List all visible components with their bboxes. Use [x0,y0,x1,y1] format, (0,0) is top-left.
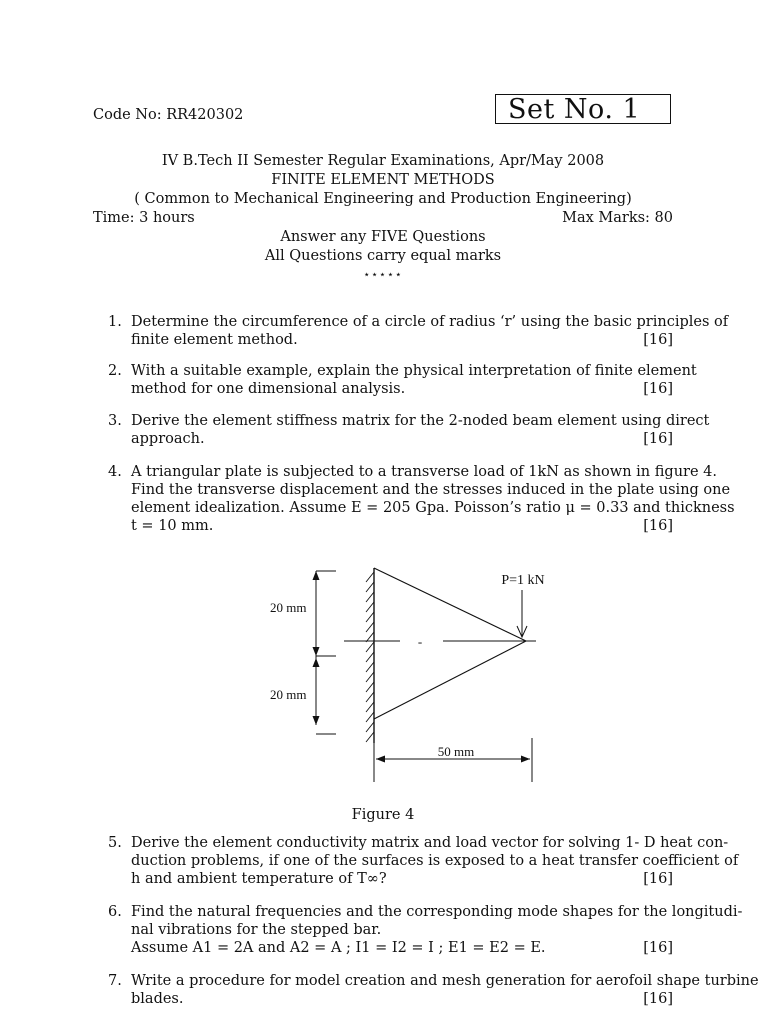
time-marks-row [93,209,673,227]
arrowhead [313,571,320,580]
question-text-line: Find the natural frequencies and the corresponding mode shapes for the longitudi- [131,904,743,920]
question-4 [108,463,735,535]
question-marks: [16] [643,518,673,534]
question-number: 1. [108,314,122,330]
triangle-lower-edge [374,641,526,719]
question-number: 2. [108,363,122,379]
question-number: 3. [108,413,122,429]
question-text-line: Derive the element conductivity matrix and load vector for solving 1- D heat con- [131,835,729,851]
question-text-line: With a suitable example, explain the physical interpretation of finite element [131,363,697,379]
arrowhead [521,756,530,763]
question-number: 4. [108,464,122,480]
subject-title: FINITE ELEMENT METHODS [271,172,495,188]
figure-caption: Figure 4 [351,807,415,823]
star-divider: ⋆⋆⋆⋆⋆ [363,268,403,281]
question-text-line: method for one dimensional analysis. [131,381,406,397]
arrowhead [376,756,385,763]
question-text-line: nal vibrations for the stepped bar. [131,922,382,938]
figure-4-diagram [260,560,560,795]
question-2 [108,362,697,398]
question-number: 7. [108,973,122,989]
dimension-label-width: 50 mm [437,744,475,759]
question-marks: [16] [643,381,673,397]
question-3 [108,412,710,448]
time-allowed: Time: 3 hours [93,210,195,226]
question-marks: [16] [643,332,673,348]
question-text-line: A triangular plate is subjected to a transverse load of 1kN as shown in figure 4. [131,464,717,480]
instruction-answer: Answer any FIVE Questions [280,229,486,245]
question-5 [108,834,739,888]
question-text-line: duction problems, if one of the surfaces is exposed to a heat transfer coefficient of [131,853,739,869]
question-text-line: Find the transverse displacement and the stresses induced in the plate using one [131,482,731,498]
question-text-line: blades. [131,991,184,1007]
set-number-box: Set No. 1 [495,94,671,124]
wall-hatching [366,572,374,742]
question-text-line: approach. [131,431,205,447]
question-marks: [16] [643,991,673,1007]
question-text-line: Derive the element stiffness matrix for the 2-noded beam element using direct [131,413,710,429]
question-marks: [16] [643,431,673,447]
question-text-line: Write a procedure for model creation and mesh generation for aerofoil shape turbine [131,973,759,989]
center-line-dash: - [417,634,423,649]
question-text-line: h and ambient temperature of T∞? [131,871,387,887]
question-7 [108,972,759,1008]
question-marks: [16] [643,940,673,956]
instruction-marks: All Questions carry equal marks [264,248,502,264]
code-number: Code No: RR420302 [93,107,244,123]
arrowhead [313,658,320,667]
arrowhead [313,647,320,656]
question-6 [108,903,743,957]
question-marks: [16] [643,871,673,887]
load-label: P=1 kN [501,573,545,588]
question-text-line: Assume A1 = 2A and A2 = A ; I1 = I2 = I ; E1 = E2 = E. [131,940,546,956]
question-text-line: Determine the circumference of a circle of radius ‘r’ using the basic principles of [131,314,729,330]
question-text-line: element idealization. Assume E = 205 Gpa. Poisson’s ratio μ = 0.33 and thickness [131,500,735,516]
max-marks: Max Marks: 80 [562,210,673,226]
question-text-line: t = 10 mm. [131,518,214,534]
arrowhead [313,716,320,725]
exam-title: IV B.Tech II Semester Regular Examinations, Apr/May 2008 [161,153,605,169]
dimension-label-bottom: 20 mm [270,687,307,702]
question-number: 6. [108,904,122,920]
question-number: 5. [108,835,122,851]
question-text-line: finite element method. [131,332,298,348]
dimension-label-top: 20 mm [270,600,307,615]
common-note: ( Common to Mechanical Engineering and Production Engineering) [134,191,632,207]
question-1 [108,313,729,349]
